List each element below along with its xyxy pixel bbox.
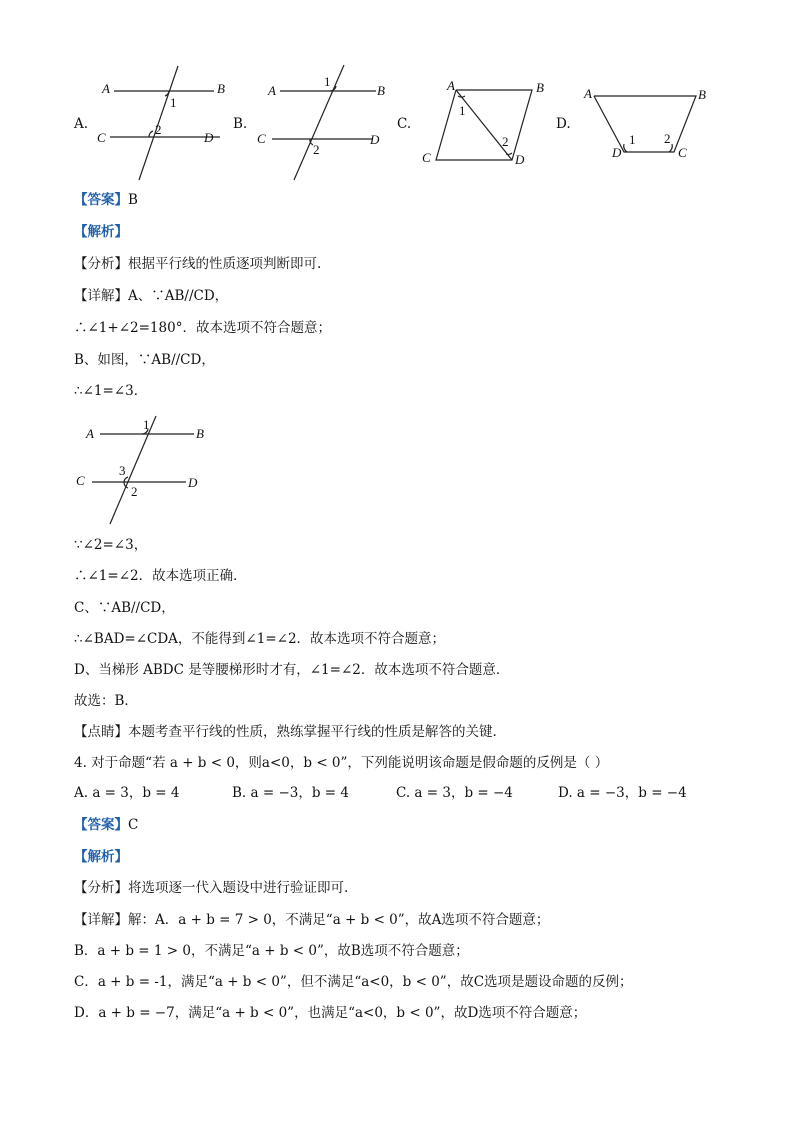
q4-option-d: D. a = −3，b = −4 [558, 785, 687, 801]
q3-step-7: C、∵AB//CD， [74, 600, 175, 616]
q3-step-4: ∴∠1=∠3． [74, 383, 148, 399]
q3-answer-line [74, 191, 138, 209]
q3-step-8: ∴∠BAD=∠CDA，不能得到∠1=∠2．故本选项不符合题意； [74, 631, 446, 647]
point-b-label: B [217, 81, 225, 96]
fenxi-tag: 【分析】 [74, 256, 128, 272]
point-a-label: A [447, 78, 455, 93]
fenxi-text: 根据平行线的性质逐项判断即可. [128, 256, 322, 272]
angle-1-label: 1 [459, 103, 466, 118]
fenxi-text: 将选项逐一代入题设中进行验证即可. [128, 880, 349, 896]
q4-answer-line [74, 816, 138, 834]
point-b-label: B [377, 83, 385, 98]
q4-option-a: A. a = 3，b = 4 [74, 785, 180, 801]
q4-fenxi-line [74, 879, 348, 897]
q4-step-3: C．a + b = -1，满足“a + b < 0”，但不满足“a<0，b < 0”，故C选项是题设命题的反例； [74, 974, 633, 990]
angle-2-label: 2 [131, 484, 138, 499]
answer-value: B [128, 192, 138, 208]
analysis-tag: 【解析】 [74, 849, 128, 865]
angle-1-label: 1 [324, 74, 331, 89]
dianjing-text: 本题考查平行线的性质，熟练掌握平行线的性质是解答的关键. [128, 724, 497, 740]
q3-step-1: A、∵AB//CD， [128, 288, 229, 304]
fenxi-tag: 【分析】 [74, 880, 128, 896]
q3-xiangjie-line [74, 287, 228, 305]
analysis-tag: 【解析】 [74, 224, 128, 240]
answer-value: C [128, 817, 139, 833]
q4-step-1: 解：A．a + b = 7 > 0，不满足“a + b < 0”，故A选项不符合题意； [128, 912, 550, 928]
angle-1-label: 1 [629, 132, 636, 147]
point-a-label: A [584, 86, 592, 101]
q3-step-10: 故选：B． [74, 693, 138, 709]
figure-option-d [578, 84, 718, 164]
angle-2-label: 2 [313, 142, 320, 157]
option-c-label: C. [397, 116, 412, 132]
option-a-label: A. [74, 116, 89, 132]
point-a-label: A [102, 81, 110, 96]
q4-step-4: D．a + b = −7，满足“a + b < 0”，也满足“a<0，b < 0”，故D选项不符合题意； [74, 1005, 587, 1021]
point-a-label: A [268, 83, 276, 98]
angle-3-label: 3 [119, 463, 126, 478]
point-d-label: D [370, 132, 380, 147]
answer-tag: 【答案】 [74, 192, 128, 208]
figure-option-b-detail [74, 412, 224, 532]
q4-option-b: B. a = −3，b = 4 [232, 785, 349, 801]
answer-tag: 【答案】 [74, 817, 128, 833]
point-b-label: B [698, 87, 706, 102]
angle-2-label: 2 [502, 134, 509, 149]
point-b-label: B [196, 426, 204, 441]
point-c-label: C [678, 145, 687, 160]
angle-2-label: 2 [155, 122, 162, 137]
q3-step-9: D、当梯形 ABDC 是等腰梯形时才有，∠1=∠2．故本选项不符合题意． [74, 662, 510, 678]
q3-step-3: B、如图，∵AB//CD， [74, 352, 215, 368]
angle-1-label: 1 [170, 95, 177, 110]
angle-1-label: 1 [143, 417, 150, 432]
point-c-label: C [422, 150, 431, 165]
point-b-label: B [536, 80, 544, 95]
figure-option-b [252, 60, 392, 188]
q4-xiangjie-line [74, 911, 549, 929]
point-c-label: C [97, 130, 106, 145]
dianjing-tag: 【点睛】 [74, 724, 128, 740]
option-d-label: D. [556, 116, 571, 132]
point-d-label: D [204, 130, 214, 145]
q4-stem: 4. 对于命题“若 a + b < 0，则a<0，b < 0”，下列能说明该命题是假命题的反例是（ ） [74, 755, 609, 771]
point-c-label: C [257, 131, 266, 146]
q3-fenxi-line [74, 255, 321, 273]
point-a-label: A [86, 426, 94, 441]
point-c-label: C [76, 473, 85, 488]
q3-step-6: ∴∠1=∠2．故本选项正确． [74, 568, 247, 584]
point-d-label: D [188, 475, 198, 490]
q4-analysis-tag-line [74, 848, 128, 866]
option-b-label: B. [233, 116, 248, 132]
xiangjie-tag: 【详解】 [74, 288, 128, 304]
figure-option-a [92, 60, 232, 188]
figure-option-c [416, 74, 556, 174]
q3-step-5: ∵∠2=∠3， [74, 537, 148, 553]
q3-dianjing-line [74, 723, 497, 741]
point-d-label: D [515, 152, 525, 167]
q4-step-2: B．a + b = 1 > 0，不满足“a + b < 0”，故B选项不符合题意； [74, 943, 469, 959]
angle-2-label: 2 [664, 131, 671, 146]
xiangjie-tag: 【详解】 [74, 912, 128, 928]
point-d-label: D [612, 145, 622, 160]
q3-analysis-tag-line [74, 223, 128, 241]
q4-option-c: C. a = 3，b = −4 [396, 785, 513, 801]
q3-step-2: ∴∠1+∠2=180°．故本选项不符合题意； [74, 320, 331, 336]
